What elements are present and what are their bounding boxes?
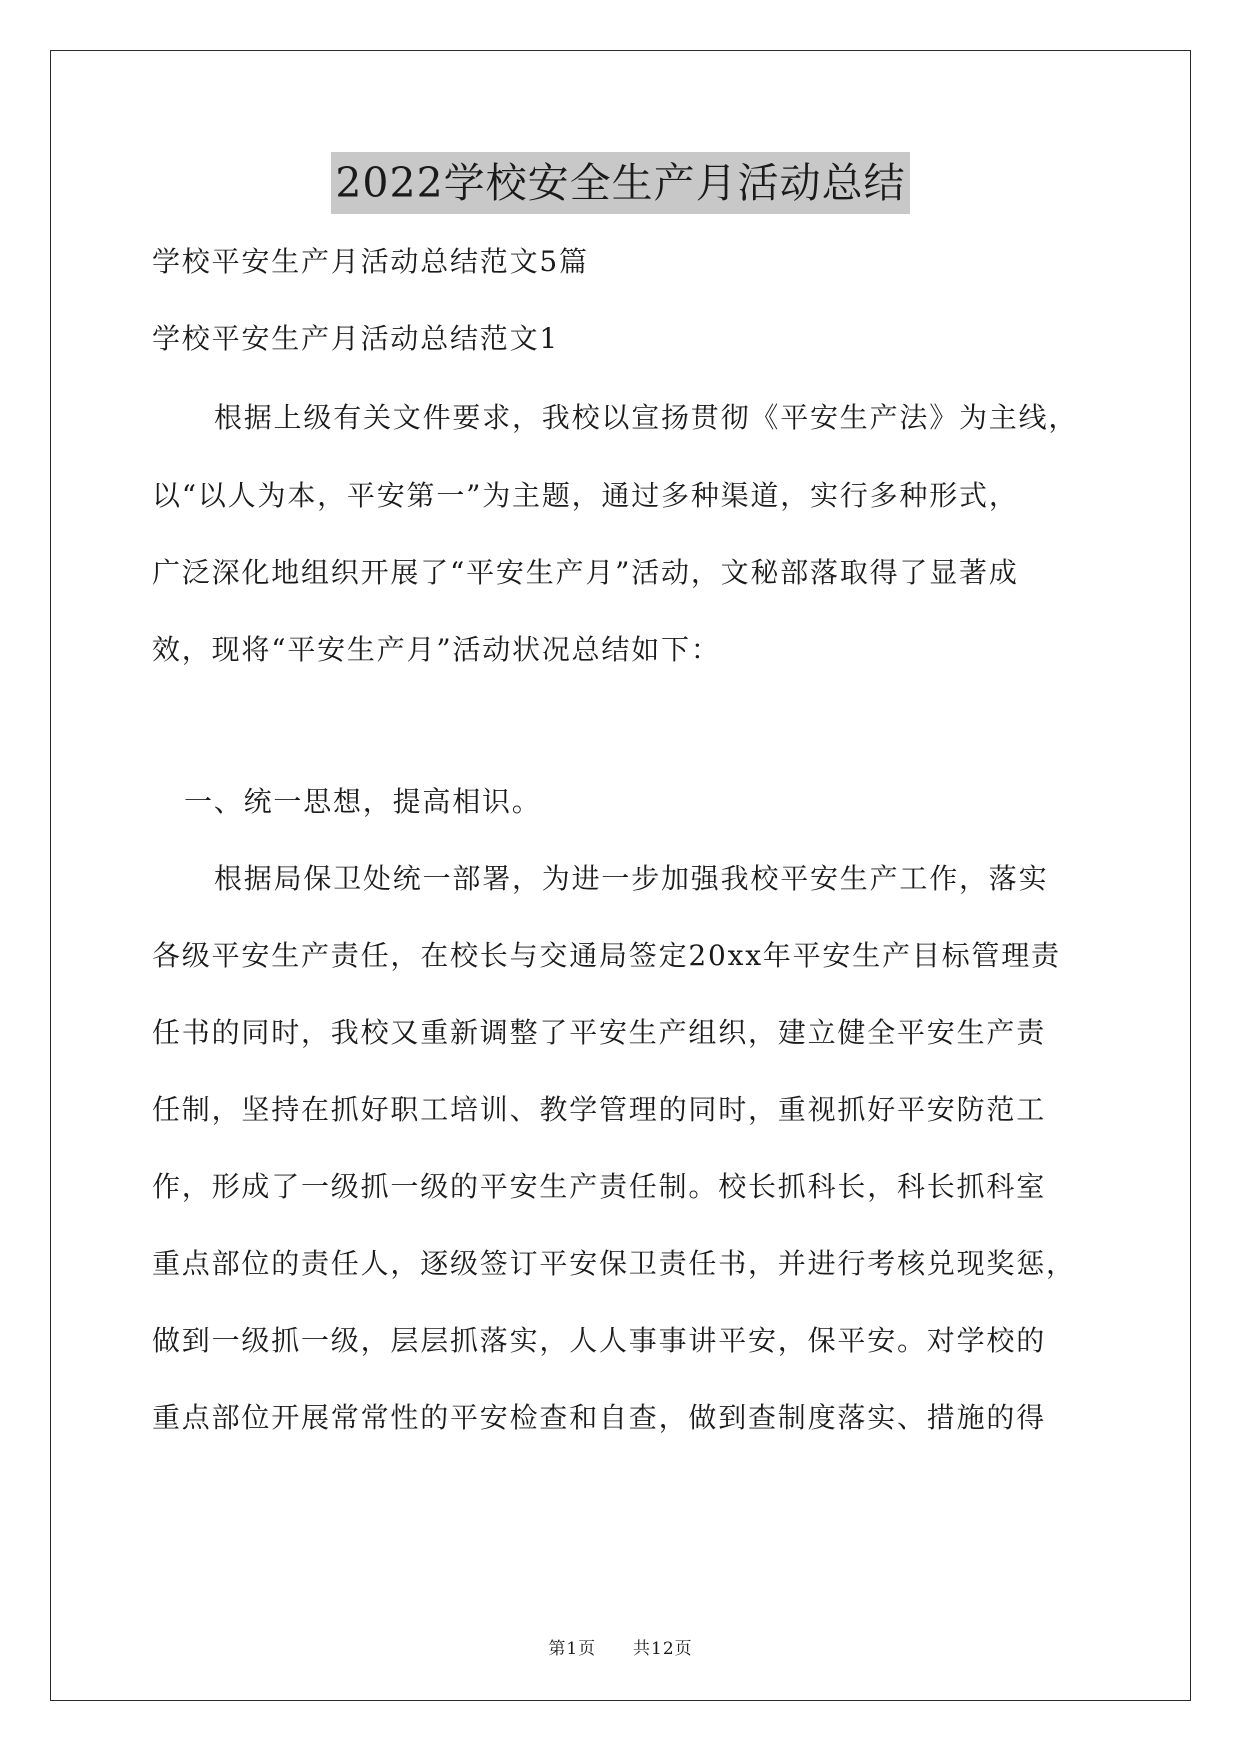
section-heading: 学校平安生产月活动总结范文1 [152, 322, 560, 355]
paragraph-line: 根据上级有关文件要求，我校以宣扬贯彻《平安生产法》为主线， [214, 401, 1079, 434]
paragraph-line: 各级平安生产责任，在校长与交通局签定20xx年平安生产目标管理责 [152, 939, 1061, 972]
document-title: 2022学校安全生产月活动总结 [331, 152, 909, 214]
paragraph-line: 做到一级抓一级，层层抓落实，人人事事讲平安，保平安。对学校的 [152, 1324, 1047, 1357]
paragraph-line: 重点部位的责任人，逐级签订平安保卫责任书，并进行考核兑现奖惩， [152, 1247, 1076, 1280]
paragraph-line: 根据局保卫处统一部署，为进一步加强我校平安生产工作，落实 [214, 862, 1049, 895]
title-wrap [0, 152, 1241, 214]
paragraph-line: 以“以人为本，平安第一”为主题，通过多种渠道，实行多种形式， [152, 479, 1019, 512]
paragraph-line: 广泛深化地组织开展了“平安生产月”活动，文秘部落取得了显著成 [152, 556, 1019, 589]
paragraph-line: 作，形成了一级抓一级的平安生产责任制。校长抓科长，科长抓科室 [152, 1170, 1047, 1203]
page-number-current: 第1页 [548, 1639, 597, 1659]
paragraph-line: 效，现将“平安生产月”活动状况总结如下： [152, 633, 721, 666]
subheading: 一、统一思想，提高相识。 [184, 785, 542, 818]
subtitle-line: 学校平安生产月活动总结范文5篇 [152, 245, 589, 278]
page-footer [0, 1634, 1241, 1659]
paragraph-line: 重点部位开展常常性的平安检查和自查，做到查制度落实、措施的得 [152, 1401, 1047, 1434]
paragraph-line: 任书的同时，我校又重新调整了平安生产组织，建立健全平安生产责 [152, 1016, 1047, 1049]
page-number-total: 共12页 [633, 1639, 693, 1659]
paragraph-line: 任制，坚持在抓好职工培训、教学管理的同时，重视抓好平安防范工 [152, 1093, 1047, 1126]
